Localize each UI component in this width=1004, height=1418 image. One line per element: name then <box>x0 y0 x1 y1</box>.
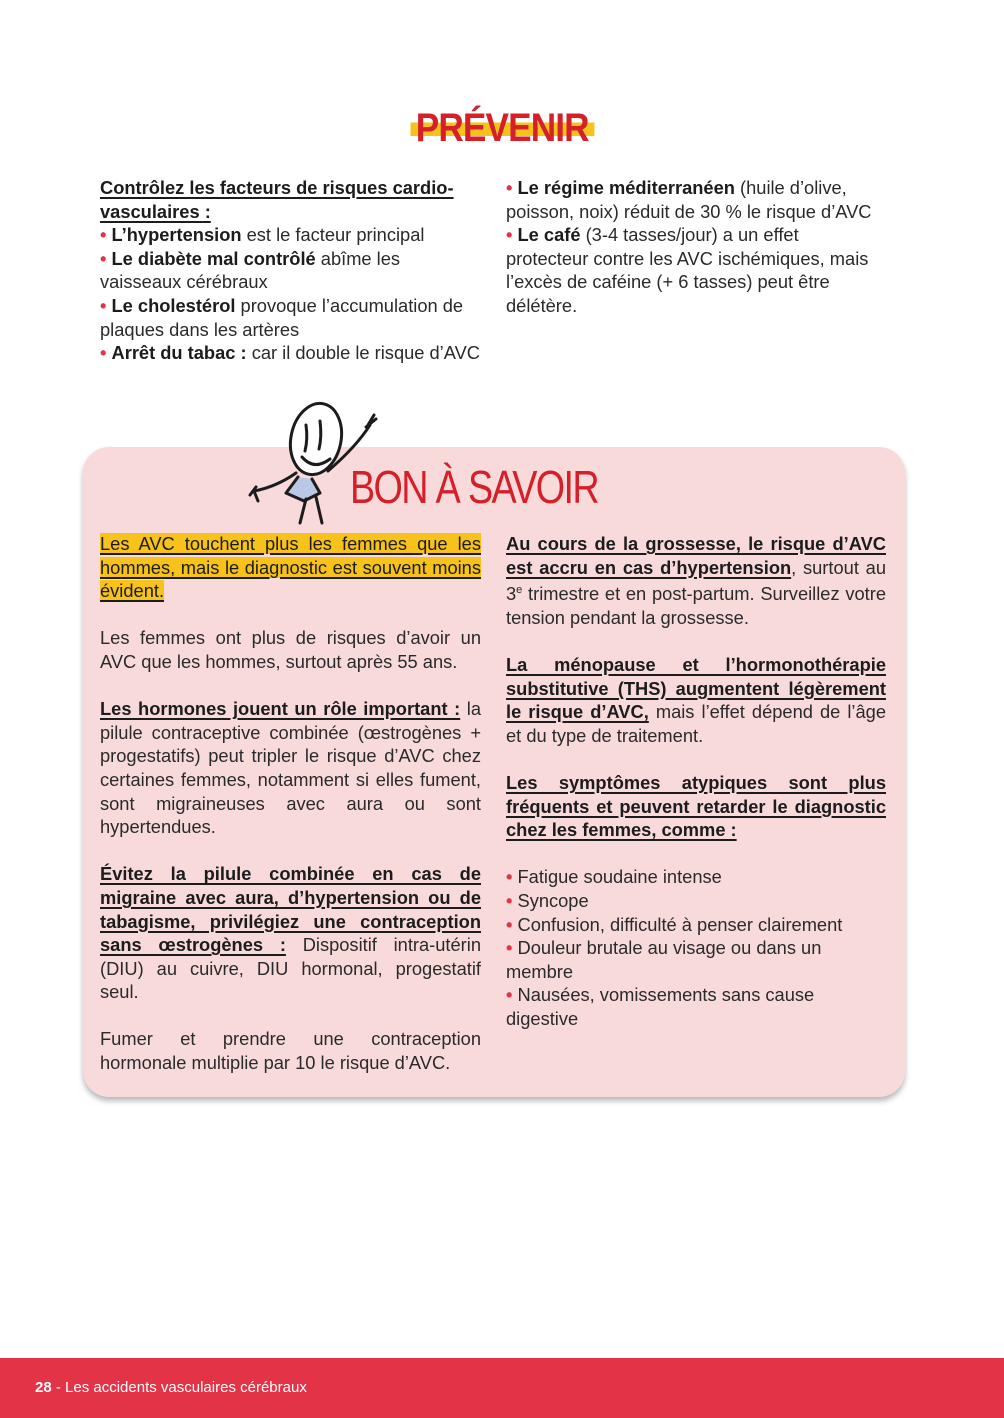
symptom-text: Fatigue soudaine intense <box>517 866 722 888</box>
item-text: est le facteur principal <box>241 224 425 246</box>
paragraph-text: mais l’effet dépend de l’âge et du type de traitement. <box>506 701 886 746</box>
bullet-icon: • <box>100 294 107 316</box>
item-text: provoque l’accumulation de plaques dans les artères <box>100 294 464 340</box>
list-item <box>506 865 886 889</box>
item-text: abîme les vaisseaux cérébraux <box>100 247 401 293</box>
prevenir-right-column <box>506 176 886 318</box>
list-item <box>100 294 481 341</box>
bullet-icon: • <box>506 177 513 198</box>
paragraph <box>100 862 481 1004</box>
symptom-text: Syncope <box>517 890 589 911</box>
paragraph <box>506 532 886 629</box>
paragraph-lead: Les symptômes atypiques sont plus fréquents et peuvent retarder le diagnostic chez les femmes, comme : <box>506 772 886 841</box>
paragraph-lead: Les hormones jouent un rôle important : <box>100 698 461 720</box>
symptom-text: Nausées, vomissements sans cause digestive <box>506 984 815 1029</box>
page-title: PRÉVENIR <box>410 106 593 150</box>
prevenir-heading: Contrôlez les facteurs de risques cardio-vasculaires : <box>100 177 454 222</box>
list-item <box>506 223 886 317</box>
item-label: L’hypertension <box>111 224 242 246</box>
highlight-text: Les AVC touchent plus les femmes que les hommes, mais le diagnostic est souvent moins évident. <box>100 533 481 602</box>
list-item <box>506 983 886 1030</box>
list-item <box>506 913 886 937</box>
bon-a-savoir-left-column <box>100 532 481 1098</box>
symptom-text: Confusion, difficulté à penser clairement <box>517 913 843 935</box>
list-item <box>506 936 886 983</box>
paragraph <box>506 771 886 842</box>
paragraph-text: la pilule contraceptive combinée (œstrogènes + progestatifs) peut tripler le risque d’AVC chez certaines femmes, notamment si elles fument, sont migraineuses avec aura ou sont hypertendues. <box>100 698 481 838</box>
item-label: Le cholestérol <box>111 294 236 316</box>
bon-a-savoir-right-column <box>506 532 886 1031</box>
bullet-icon: • <box>100 342 107 364</box>
bullet-icon: • <box>506 890 513 911</box>
paragraph-text: trimestre et en post-partum. Surveillez votre tension pendant la grossesse. <box>506 583 886 628</box>
title-wrap <box>0 106 1004 150</box>
item-label: Le régime méditerranéen <box>517 177 735 198</box>
superscript: e <box>516 584 523 597</box>
list-item <box>100 247 481 294</box>
paragraph <box>100 697 481 839</box>
bullet-icon: • <box>506 913 513 935</box>
paragraph <box>506 653 886 747</box>
item-text: (huile d’olive, poisson, noix) réduit de 30 % le risque d’AVC <box>506 177 872 222</box>
list-item <box>100 341 481 365</box>
bullet-icon: • <box>506 866 513 888</box>
page-number: 28 <box>35 1379 52 1396</box>
list-item <box>506 176 886 223</box>
symptom-text: Douleur brutale au visage ou dans un membre <box>506 937 822 982</box>
item-text: car il double le risque d’AVC <box>246 342 480 364</box>
item-label: Le diabète mal contrôlé <box>111 247 316 269</box>
item-label: Arrêt du tabac : <box>111 342 247 364</box>
page-footer <box>0 1358 1004 1418</box>
footer-label: Les accidents vasculaires cérébraux <box>65 1379 307 1396</box>
highlight-paragraph <box>100 532 481 603</box>
footer-text <box>35 1379 307 1396</box>
symptom-list <box>506 865 886 1030</box>
paragraph-text: Dispositif intra-utérin (DIU) au cuivre, DIU hormonal, progestatif seul. <box>100 934 481 1003</box>
bullet-icon: • <box>506 937 513 959</box>
list-item <box>100 223 481 247</box>
list-item <box>506 889 886 913</box>
paragraph-text: , surtout au 3 <box>506 556 886 605</box>
paragraph-lead: La ménopause et l’hormonothérapie substitutive (THS) augmentent légèrement le risque d’AVC, <box>506 654 886 723</box>
bullet-icon: • <box>506 984 513 1006</box>
paragraph-lead: Au cours de la grossesse, le risque d’AVC est accru en cas d’hypertension <box>506 533 886 578</box>
bon-a-savoir-title: BON À SAVOIR <box>350 461 598 513</box>
footer-separator: - <box>51 1379 66 1396</box>
bullet-icon: • <box>100 224 107 246</box>
item-label: Le café <box>517 224 581 246</box>
paragraph: Fumer et prendre une contraception hormonale multiplie par 10 le risque d’AVC. <box>100 1028 481 1074</box>
bullet-icon: • <box>100 247 107 269</box>
paragraph-lead: Évitez la pilule combinée en cas de migraine avec aura, d’hypertension ou de tabagisme, privilégiez une contraception sans œstrogènes : <box>100 863 481 956</box>
bullet-icon: • <box>506 224 513 246</box>
prevenir-left-column <box>100 176 481 365</box>
item-text: (3-4 tasses/jour) a un effet protecteur contre les AVC ischémiques, mais l’excès de caféine (+ 6 tasses) peut être délétère. <box>506 224 869 316</box>
paragraph: Les femmes ont plus de risques d’avoir un AVC que les hommes, surtout après 55 ans. <box>100 627 481 672</box>
